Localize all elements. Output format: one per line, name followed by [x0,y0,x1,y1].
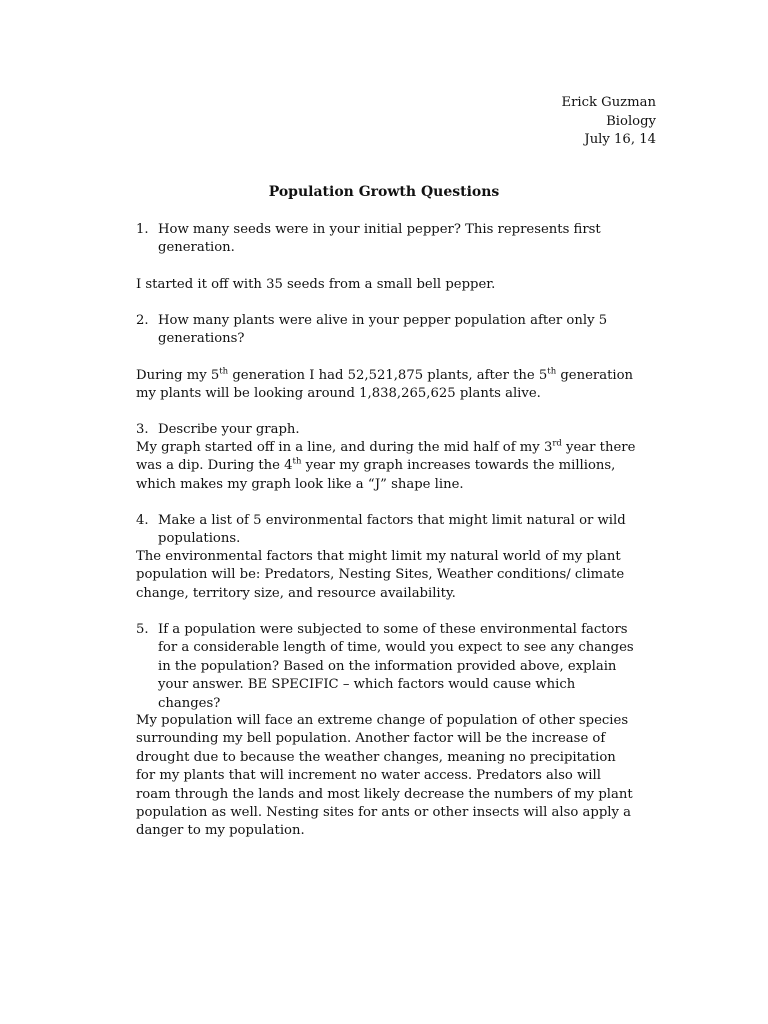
question-number: 1. [136,222,149,237]
subject: Biology [606,113,656,129]
question-text: If a population were subjected to some of these environmental factors for a considerable length of time, would you expect to see any changes in the population? Based on the information provided above, explain your answer. BE SPECIFIC – which factors would cause which changes? [158,622,634,711]
question-number: 2. [136,313,149,328]
question-text: How many plants were alive in your pepper population after only 5 generations? [158,313,608,347]
question-2 [136,312,636,349]
document-header [561,94,656,150]
question-text: How many seeds were in your initial pepper? This represents first generation. [158,222,601,256]
author-name: Erick Guzman [561,95,656,110]
page-title: Population Growth Questions [268,184,500,200]
answer-5: My population will face an extreme change of population of other species surrounding my bell population. Another factor will be the increase of drought due to because the weather changes, meaning no precipitation for my plants that will increment no water access. Predators also will roam through the lands and most likely decrease the numbers of my plant population as well. Nesting sites for ants or other insects will also apply a danger to my population. [136,713,633,839]
answer-2: During my 5th generation I had 52,521,875 plants, after the 5th generation my plants will be looking around 1,838,265,625 plants alive. [136,366,634,402]
answer-3: My graph started off in a line, and during the mid half of my 3rd year there was a dip. During the 4th year my graph increases towards the millions, which makes my graph look like a “J” shape line. [136,438,636,492]
question-text: Make a list of 5 environmental factors that might limit natural or wild populations. [158,513,626,547]
question-number: 4. [136,513,149,528]
question-number: 3. [136,422,149,437]
question-number: 5. [136,622,149,637]
question-text: Describe your graph. [158,422,300,437]
question-1 [136,221,636,258]
answer-1: I started it off with 35 seeds from a small bell pepper. [136,277,496,292]
question-4 [136,512,636,549]
question-5 [136,621,636,713]
date: July 16, 14 [584,132,656,148]
question-3 [136,421,636,439]
answer-4: The environmental factors that might limit my natural world of my plant population will be: Predators, Nesting Sites, Weather conditions/ climate change, territory size, and resource availability. [136,549,625,601]
